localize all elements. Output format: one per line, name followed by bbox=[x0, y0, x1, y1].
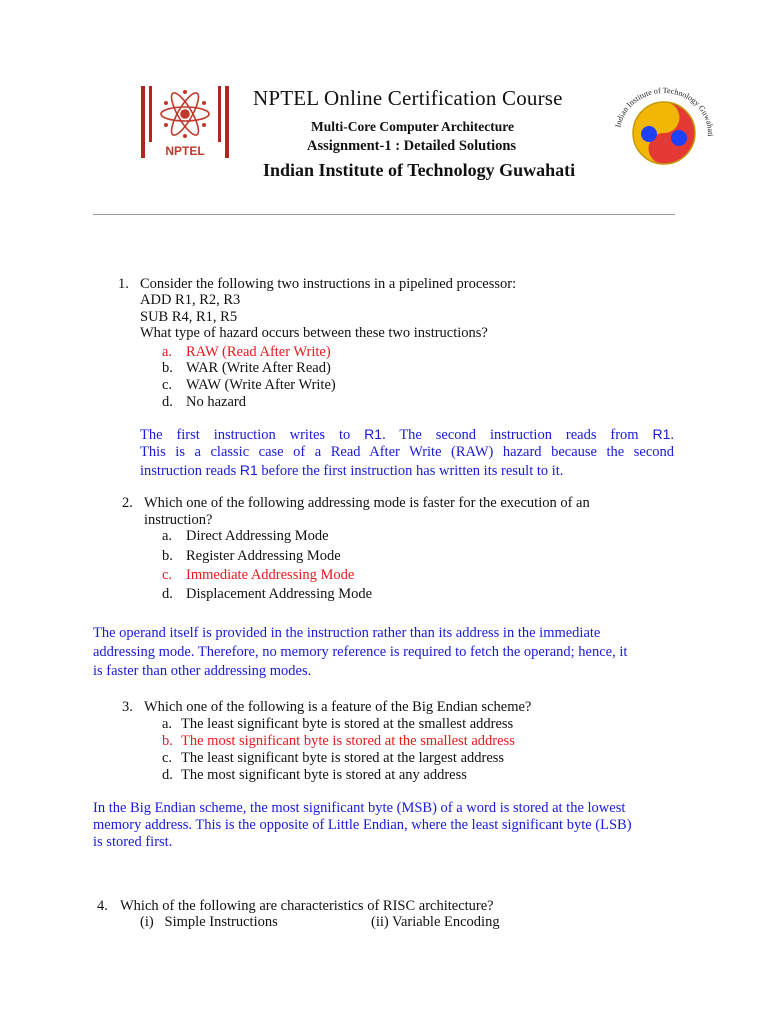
q1-question: What type of hazard occurs between these two instructions? bbox=[140, 325, 488, 341]
q1-option-b: WAR (Write After Read) bbox=[186, 360, 331, 376]
q1-option-a-letter: a. bbox=[162, 344, 173, 360]
q4-item-ii: (ii) Variable Encoding bbox=[371, 914, 500, 930]
nptel-logo bbox=[141, 86, 229, 158]
q2-option-c: Immediate Addressing Mode bbox=[186, 567, 355, 583]
q1-number: 1. bbox=[118, 276, 129, 292]
q4-number: 4. bbox=[97, 898, 108, 914]
q3-explanation-line-3: is stored first. bbox=[93, 834, 173, 850]
q3-option-a-letter: a. bbox=[162, 716, 173, 732]
q3-option-d: The most significant byte is stored at any address bbox=[181, 767, 467, 783]
institute-name: Indian Institute of Technology Guwahati bbox=[263, 160, 576, 180]
q2-explanation-line-2: addressing mode. Therefore, no memory reference is required to fetch the operand; hence, it bbox=[93, 644, 628, 660]
q2-option-d: Displacement Addressing Mode bbox=[186, 586, 373, 602]
q4-stem: Which of the following are characteristics of RISC architecture? bbox=[120, 898, 494, 914]
q2-option-a-letter: a. bbox=[162, 528, 173, 544]
q2-stem-line-1: Which one of the following addressing mode is faster for the execution of an bbox=[144, 495, 590, 511]
header-divider bbox=[93, 214, 675, 215]
q3-number: 3. bbox=[122, 699, 133, 715]
q2-explanation-line-3: is faster than other addressing modes. bbox=[93, 663, 312, 679]
q1-expl-3b: before the first instruction has written its result to it. bbox=[257, 463, 564, 479]
q1-expl-1c: . bbox=[670, 427, 674, 443]
q4-item-i: (i) Simple Instructions bbox=[140, 914, 278, 930]
q1-explanation-line-1 bbox=[140, 426, 674, 444]
q3-option-c-letter: c. bbox=[162, 750, 173, 766]
q1-option-d-letter: d. bbox=[162, 394, 173, 410]
q1-stem: Consider the following two instructions in a pipelined processor: bbox=[140, 276, 517, 292]
q3-option-c: The least significant byte is stored at the largest address bbox=[181, 750, 505, 766]
q1-option-d: No hazard bbox=[186, 394, 246, 410]
q2-option-c-letter: c. bbox=[162, 567, 173, 583]
course-title: NPTEL Online Certification Course bbox=[253, 86, 563, 110]
q2-option-b-letter: b. bbox=[162, 548, 173, 564]
q1-expl-r1-a: R1 bbox=[364, 426, 383, 442]
q2-option-d-letter: d. bbox=[162, 586, 173, 602]
q3-stem: Which one of the following is a feature of the Big Endian scheme? bbox=[144, 699, 532, 715]
q1-option-a: RAW (Read After Write) bbox=[186, 344, 331, 360]
q1-expl-1b: . The second instruction reads from bbox=[382, 427, 653, 443]
q2-option-a: Direct Addressing Mode bbox=[186, 528, 329, 544]
q1-option-b-letter: b. bbox=[162, 360, 173, 376]
q1-expl-r1-b: R1 bbox=[652, 426, 671, 442]
q3-explanation-line-1: In the Big Endian scheme, the most significant byte (MSB) of a word is stored at the lowest bbox=[93, 800, 626, 816]
q1-explanation-line-3 bbox=[140, 462, 563, 480]
q2-option-b: Register Addressing Mode bbox=[186, 548, 341, 564]
q1-option-c-letter: c. bbox=[162, 377, 173, 393]
nptel-logo-text: NPTEL bbox=[165, 144, 205, 158]
iitg-logo bbox=[609, 83, 719, 183]
course-subtitle: Multi-Core Computer Architecture bbox=[311, 119, 514, 134]
iitg-ring-text: Indian Institute of Technology Guwahati bbox=[613, 85, 716, 138]
q3-option-d-letter: d. bbox=[162, 767, 173, 783]
q2-number: 2. bbox=[122, 495, 133, 511]
q3-option-b-letter: b. bbox=[162, 733, 173, 749]
q1-expl-3a: instruction reads bbox=[140, 463, 240, 479]
assignment-title: Assignment-1 : Detailed Solutions bbox=[307, 138, 517, 154]
q2-explanation-line-1: The operand itself is provided in the instruction rather than its address in the immediate bbox=[93, 625, 601, 641]
q1-expl-r1-c: R1 bbox=[239, 462, 258, 478]
q3-option-b: The most significant byte is stored at the smallest address bbox=[181, 733, 515, 749]
q1-expl-1a: The first instruction writes to bbox=[140, 427, 365, 443]
q1-code-line-1: ADD R1, R2, R3 bbox=[140, 292, 241, 308]
q1-option-c: WAW (Write After Write) bbox=[186, 377, 336, 393]
q2-stem-line-2: instruction? bbox=[144, 512, 213, 528]
q1-explanation-line-2: This is a classic case of a Read After Write (RAW) hazard because the second bbox=[140, 444, 674, 460]
q3-explanation-line-2: memory address. This is the opposite of Little Endian, where the least significant byte (LSB) bbox=[93, 817, 632, 833]
q3-option-a: The least significant byte is stored at the smallest address bbox=[181, 716, 514, 732]
q1-code-line-2: SUB R4, R1, R5 bbox=[140, 309, 238, 325]
